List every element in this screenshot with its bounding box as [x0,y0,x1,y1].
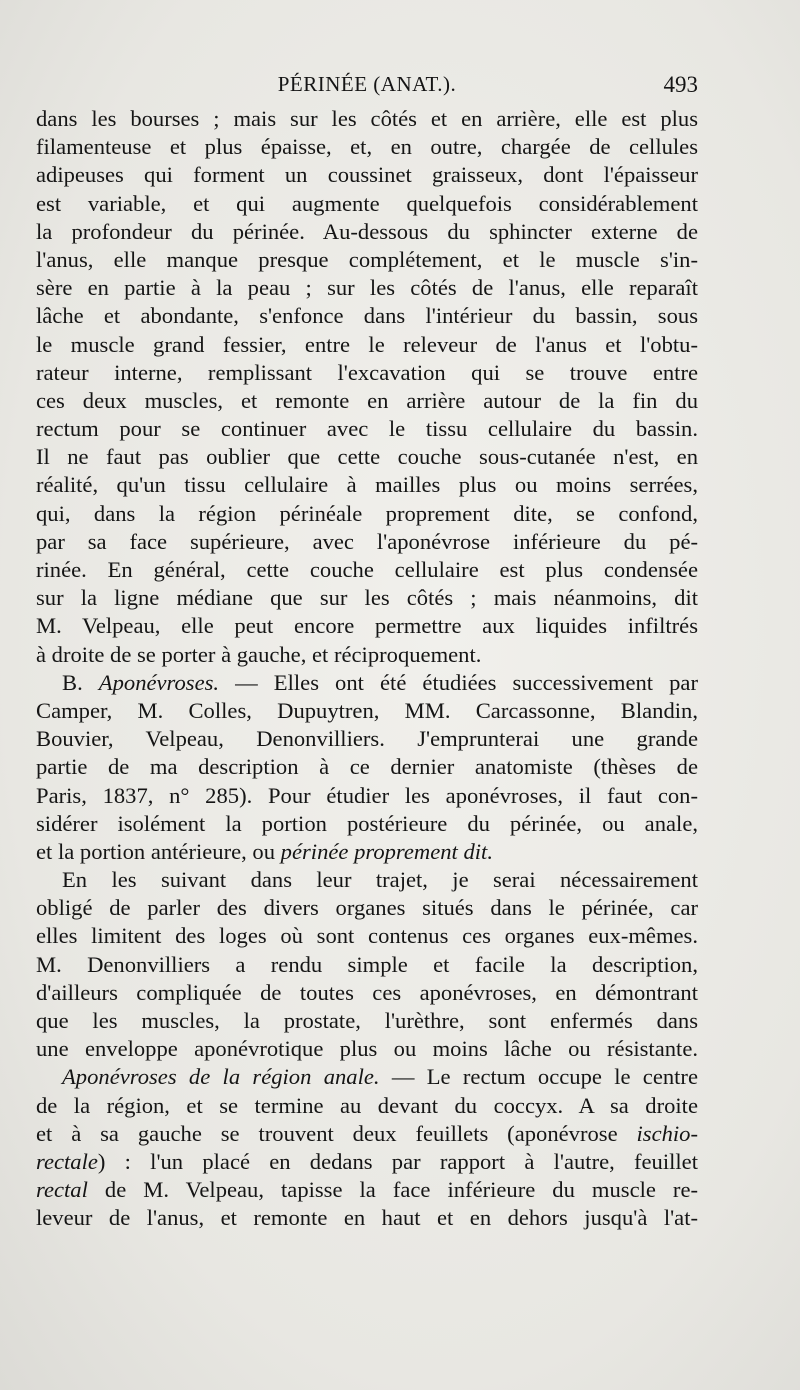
text-line [36,1035,698,1063]
line-text: ces deux muscles, et remonte en arrière autour de la fin du [36,387,698,413]
italic-text: ischio- [636,1120,698,1146]
line-text: la profondeur du périnée. Au-dessous du sphincter externe de [36,218,698,244]
italic-text: rectal [36,1177,88,1203]
line-text: B. [62,669,99,695]
italic-text: Aponévroses. [98,669,220,695]
running-title: PÉRINÉE (ANAT.). [277,72,457,96]
page-header [36,72,698,102]
text-line [36,951,698,979]
text-line [36,922,698,950]
text-line [36,133,698,161]
italic-text: périnée proprement dit. [280,838,493,864]
text-line [36,810,698,838]
line-text: adipeuses qui forment un coussinet graisseux, dont l'épaisseur [36,162,698,188]
line-text: Paris, 1837, n° 285). Pour étudier les aponévroses, il faut con- [36,782,698,808]
text-line [36,246,698,274]
italic-text: Aponévroses de la région anale. [62,1064,380,1090]
line-text: que les muscles, la prostate, l'urèthre, sont enfermés dans [36,1008,698,1033]
text-line [36,894,698,922]
line-text: Il ne faut pas oublier que cette couche sous-cutanée n'est, en [36,444,698,470]
line-text: sère en partie à la peau ; sur les côtés de l'anus, elle reparaît [36,275,698,301]
text-line [36,528,698,556]
text-line [36,359,698,387]
line-text: sur la ligne médiane que sur les côtés ; mais néanmoins, dit [36,585,698,611]
text-line [36,415,698,443]
line-text: de la région, et se termine au devant du coccyx. A sa droite [36,1092,698,1118]
line-text: En les suivant dans leur trajet, je serai nécessairement [62,867,698,893]
text-line [36,782,698,810]
text-line [36,105,698,133]
text-line [36,866,698,894]
text-line [36,387,698,415]
line-text: est variable, et qui augmente quelquefois considérablement [36,190,698,216]
text-line [36,274,698,302]
line-text: à droite de se porter à gauche, et réciproquement. [36,641,482,667]
text-line [36,1092,698,1120]
text-line [36,302,698,330]
line-text: M. Velpeau, elle peut encore permettre aux liquides infiltrés [36,613,698,639]
body-text [36,105,698,1233]
line-text: filamenteuse et plus épaisse, et, en outre, chargée de cellules [36,134,698,160]
text-line [36,669,698,697]
line-text: ) : l'un placé en dedans par rapport à l'autre, feuillet [97,1148,698,1174]
line-text: réalité, qu'un tissu cellulaire à mailles plus ou moins serrées, [36,472,698,498]
line-text: lâche et abondante, s'enfonce dans l'intérieur du bassin, sous [36,303,698,329]
text-line [36,1204,698,1232]
line-text: leveur de l'anus, et remonte en haut et en dehors jusqu'à l'at- [36,1205,698,1231]
text-line [36,1148,698,1176]
line-text: Bouvier, Velpeau, Denonvilliers. J'emprunterai une grande [36,726,698,752]
text-line [36,443,698,471]
line-text: M. Denonvilliers a rendu simple et facile la description, [36,951,698,977]
line-text: rateur interne, remplissant l'excavation qui se trouve entre [36,359,698,385]
text-line [36,838,698,866]
text-line [36,218,698,246]
text-line [36,1176,698,1204]
text-line [36,697,698,725]
line-text: de M. Velpeau, tapisse la face inférieure du muscle re- [87,1177,698,1203]
text-line [36,500,698,528]
line-text: l'anus, elle manque presque complétement, et le muscle s'in- [36,246,698,272]
line-text: qui, dans la région périnéale proprement dite, se confond, [36,500,698,526]
text-line [36,979,698,1007]
line-text: sidérer isolément la portion postérieure du périnée, ou anale, [36,810,698,836]
line-text: d'ailleurs compliquée de toutes ces aponévroses, en démontrant [36,979,698,1005]
italic-text: rectale [36,1148,98,1174]
line-text: et la portion antérieure, ou [36,838,281,864]
line-text: elles limitent des loges où sont contenus ces organes eux-mêmes. [36,923,698,949]
line-text: partie de ma description à ce dernier anatomiste (thèses de [36,754,698,780]
text-line [36,331,698,359]
text-line [36,1063,698,1091]
line-text: par sa face supérieure, avec l'aponévrose inférieure du pé- [36,528,698,554]
text-line [36,161,698,189]
line-text: Camper, M. Colles, Dupuytren, MM. Carcassonne, Blandin, [36,697,698,723]
text-line [36,1120,698,1148]
text-line [36,725,698,753]
text-line [36,753,698,781]
line-text: — Le rectum occupe le centre [379,1064,698,1090]
text-line [36,190,698,218]
text-line [36,556,698,584]
line-text: dans les bourses ; mais sur les côtés et en arrière, elle est plus [36,106,698,131]
line-text: rectum pour se continuer avec le tissu cellulaire du bassin. [36,416,698,442]
line-text: et à sa gauche se trouvent deux feuillets (aponévrose [36,1120,637,1146]
page-number: 493 [663,72,698,97]
text-line [36,1007,698,1035]
line-text: une enveloppe aponévrotique plus ou moins lâche ou résistante. [36,1036,698,1062]
text-line [36,471,698,499]
line-text: rinée. En général, cette couche cellulaire est plus condensée [36,557,698,582]
text-line [36,612,698,640]
line-text: le muscle grand fessier, entre le releveur de l'anus et l'obtu- [36,331,698,357]
line-text: — Elles ont été étudiées successivement par [219,669,698,695]
text-line [36,641,698,669]
text-line [36,584,698,612]
line-text: obligé de parler des divers organes situés dans le périnée, car [36,895,698,921]
